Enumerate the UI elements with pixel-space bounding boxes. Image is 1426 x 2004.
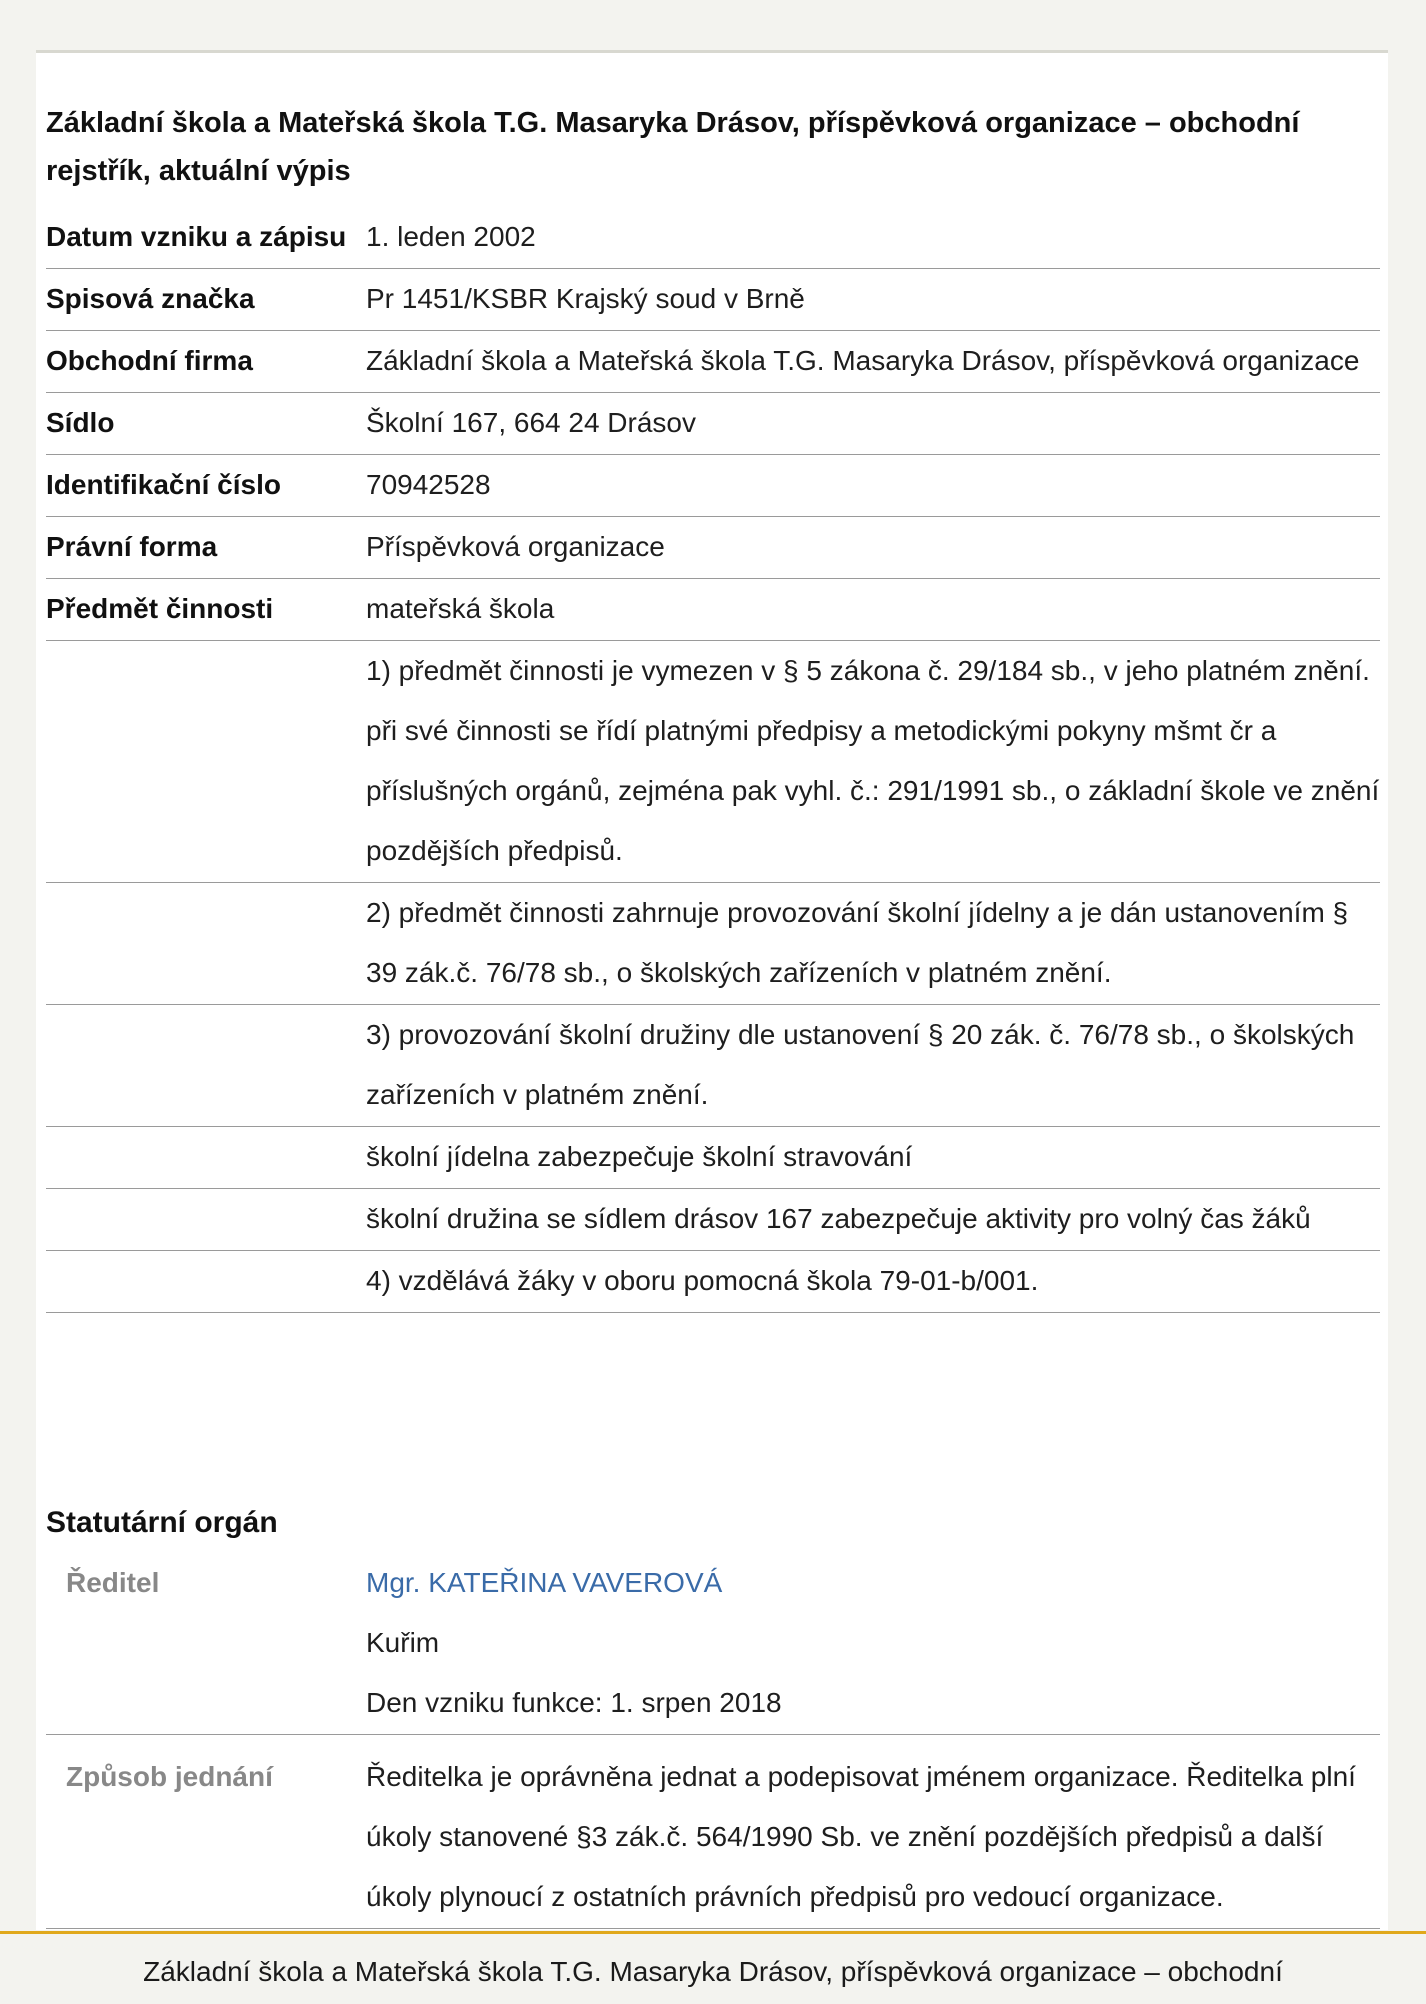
row-label [46, 1251, 366, 1311]
footer-text: Základní škola a Mateřská škola T.G. Masaryka Drásov, příspěvková organizace – obchodní [143, 1956, 1283, 1987]
table-row [46, 393, 1380, 455]
section-heading: Statutární orgán [46, 1506, 278, 1539]
row-value: Základní škola a Mateřská škola T.G. Masaryka Drásov, příspěvková organizace [366, 345, 1360, 376]
table-row [46, 517, 1380, 579]
table-row [46, 331, 1380, 393]
row-label: Právní forma [46, 531, 218, 562]
table-row [46, 1251, 1380, 1313]
row-value: 4) vzdělává žáky v oboru pomocná škola 79-01-b/001. [366, 1265, 1039, 1296]
director-details [366, 1553, 1380, 1733]
row-label: Sídlo [46, 407, 115, 438]
method-text: Ředitelka je oprávněna jednat a podepisovat jménem organizace. Ředitelka plní úkoly stanovené §3 zák.č. 564/1990 Sb. ve znění pozdějších předpisů a další úkoly plynoucí z ostatních právních předpisů pro vedoucí organizace. [366, 1761, 1356, 1912]
page-footer [0, 1931, 1426, 2004]
row-value: školní jídelna zabezpečuje školní stravování [366, 1141, 913, 1172]
director-name-link[interactable]: Mgr. KATEŘINA VAVEROVÁ [366, 1567, 723, 1598]
table-row [46, 1127, 1380, 1189]
director-label: Ředitel [66, 1567, 160, 1598]
row-value: Příspěvková organizace [366, 531, 665, 562]
method-label: Způsob jednání [66, 1761, 273, 1792]
row-value: školní družina se sídlem drásov 167 zabezpečuje aktivity pro volný čas žáků [366, 1203, 1311, 1234]
row-label: Obchodní firma [46, 345, 253, 376]
row-value: 3) provozování školní družiny dle ustanovení § 20 zák. č. 76/78 sb., o školských zařízeních v platném znění. [366, 1019, 1355, 1110]
table-row [46, 579, 1380, 641]
row-label [46, 1127, 366, 1187]
row-value: Pr 1451/KSBR Krajský soud v Brně [366, 283, 805, 314]
table-row [46, 1005, 1380, 1127]
row-label [46, 641, 366, 881]
table-row [46, 269, 1380, 331]
registry-table [46, 207, 1380, 1313]
row-label: Spisová značka [46, 283, 255, 314]
statutory-section [46, 1493, 1380, 1929]
table-row [46, 641, 1380, 883]
row-value: 1. leden 2002 [366, 221, 536, 252]
row-label: Předmět činnosti [46, 593, 274, 624]
row-value: mateřská škola [366, 593, 555, 624]
row-value: 2) předmět činnosti zahrnuje provozování školní jídelny a je dán ustanovením § 39 zák.č. 76/78 sb., o školských zařízeních v platném znění. [366, 897, 1349, 988]
table-row [46, 1189, 1380, 1251]
row-value: 70942528 [366, 469, 491, 500]
row-label [46, 883, 366, 1003]
method-row [46, 1735, 1380, 1929]
table-row [46, 883, 1380, 1005]
director-city: Kuřim [366, 1627, 440, 1658]
row-value: Školní 167, 664 24 Drásov [366, 407, 696, 438]
row-label [46, 1189, 366, 1249]
row-label: Identifikační číslo [46, 469, 281, 500]
row-label: Datum vzniku a zápisu [46, 221, 347, 252]
row-label [46, 1005, 366, 1125]
row-value: 1) předmět činnosti je vymezen v § 5 zákona č. 29/184 sb., v jeho platném znění. při své činnosti se řídí platnými předpisy a metodickými pokyny mšmt čr a příslušných orgánů, zejména pak vyhl. č.: 291/1991 sb., o základní škole ve znění pozdějších předpisů. [366, 655, 1380, 866]
director-row [46, 1553, 1380, 1735]
director-since: Den vzniku funkce: 1. srpen 2018 [366, 1687, 782, 1718]
table-row [46, 455, 1380, 517]
page-title: Základní škola a Mateřská škola T.G. Masaryka Drásov, příspěvková organizace – obchodní rejstřík, aktuální výpis [46, 107, 1300, 187]
registry-card [36, 50, 1388, 1930]
table-row [46, 207, 1380, 269]
